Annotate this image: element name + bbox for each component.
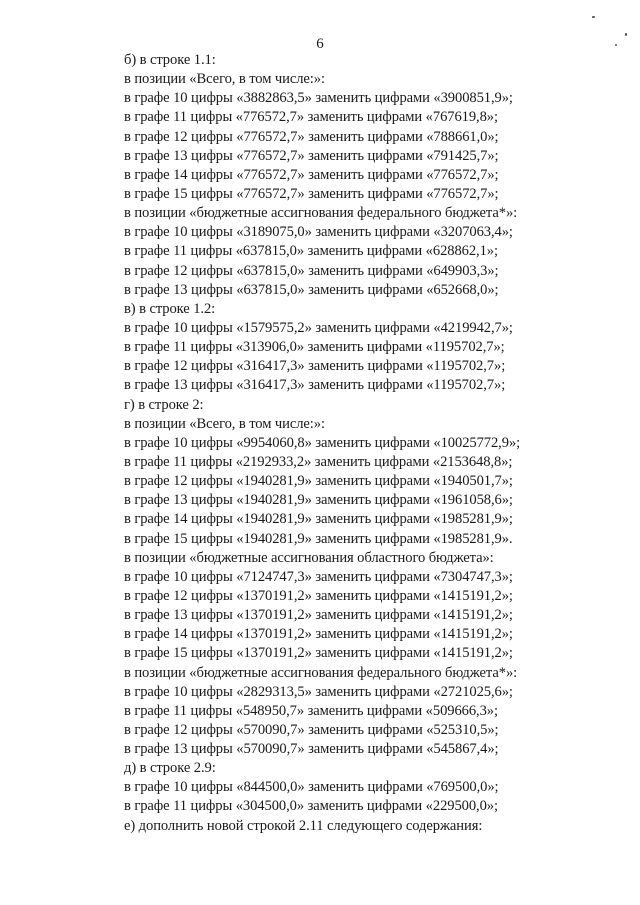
text-line: в графе 10 цифры «9954060,8» заменить цифрами «10025772,9»; xyxy=(124,434,521,451)
text-line: в позиции «Всего, в том числе:»: xyxy=(124,71,325,88)
text-line: в графе 13 цифры «776572,7» заменить цифрами «791425,7»; xyxy=(124,147,499,164)
page-number: 6 xyxy=(316,36,324,52)
text-line: в позиции «бюджетные ассигнования федерального бюджета*»: xyxy=(124,664,518,681)
text-line: в графе 12 цифры «776572,7» заменить цифрами «788661,0»; xyxy=(124,128,499,145)
text-line: в графе 13 цифры «637815,0» заменить цифрами «652668,0»; xyxy=(124,281,499,298)
text-line: в графе 15 цифры «1940281,9» заменить цифрами «1985281,9». xyxy=(124,530,513,547)
text-line: в графе 15 цифры «1370191,2» заменить цифрами «1415191,2»; xyxy=(124,645,513,662)
text-line: в графе 14 цифры «776572,7» заменить цифрами «776572,7»; xyxy=(124,166,499,183)
text-line: в позиции «Всего, в том числе:»: xyxy=(124,415,325,432)
text-line: в графе 12 цифры «316417,3» заменить цифрами «1195702,7»; xyxy=(124,358,506,375)
text-line: в графе 12 цифры «637815,0» заменить цифрами «649903,3»; xyxy=(124,262,499,279)
text-line: в графе 11 цифры «2192933,2» заменить цифрами «2153648,8»; xyxy=(124,453,513,470)
text-line: в графе 11 цифры «548950,7» заменить цифрами «509666,3»; xyxy=(124,702,498,719)
text-line: в графе 14 цифры «1370191,2» заменить цифрами «1415191,2»; xyxy=(124,626,513,643)
text-line: в графе 12 цифры «1940281,9» заменить цифрами «1940501,7»; xyxy=(124,473,513,490)
text-line: в графе 11 цифры «776572,7» заменить цифрами «767619,8»; xyxy=(124,109,498,126)
text-line: в) в строке 1.2: xyxy=(124,300,216,317)
text-line: в графе 14 цифры «1940281,9» заменить цифрами «1985281,9»; xyxy=(124,511,513,528)
text-line: в позиции «бюджетные ассигнования федерального бюджета*»: xyxy=(124,205,518,222)
text-line: е) дополнить новой строкой 2.11 следующего содержания: xyxy=(124,817,483,834)
text-line: в графе 10 цифры «3189075,0» заменить цифрами «3207063,4»; xyxy=(124,224,513,241)
text-line: в графе 11 цифры «304500,0» заменить цифрами «229500,0»; xyxy=(124,798,498,815)
text-line: в графе 13 цифры «1370191,2» заменить цифрами «1415191,2»; xyxy=(124,607,513,624)
text-line: в позиции «бюджетные ассигнования областного бюджета»: xyxy=(124,549,494,566)
text-line: в графе 10 цифры «844500,0» заменить цифрами «769500,0»; xyxy=(124,779,499,796)
text-line: в графе 10 цифры «7124747,3» заменить цифрами «7304747,3»; xyxy=(124,568,513,585)
text-line: в графе 12 цифры «1370191,2» заменить цифрами «1415191,2»; xyxy=(124,587,513,604)
text-line: в графе 10 цифры «1579575,2» заменить цифрами «4219942,7»; xyxy=(124,319,513,336)
text-line: в графе 10 цифры «3882863,5» заменить цифрами «3900851,9»; xyxy=(124,90,513,107)
text-line: в графе 10 цифры «2829313,5» заменить цифрами «2721025,6»; xyxy=(124,683,513,700)
scan-speck xyxy=(615,44,617,46)
scan-speck xyxy=(625,33,627,36)
text-line: в графе 13 цифры «316417,3» заменить цифрами «1195702,7»; xyxy=(124,377,506,394)
text-line: в графе 12 цифры «570090,7» заменить цифрами «525310,5»; xyxy=(124,721,499,738)
scan-speck xyxy=(592,16,595,18)
text-line: в графе 11 цифры «637815,0» заменить цифрами «628862,1»; xyxy=(124,243,498,260)
text-line: б) в строке 1.1: xyxy=(124,52,216,68)
text-line: г) в строке 2: xyxy=(124,396,204,413)
text-line: в графе 13 цифры «570090,7» заменить цифрами «545867,4»; xyxy=(124,741,499,758)
text-line: в графе 11 цифры «313906,0» заменить цифрами «1195702,7»; xyxy=(124,339,505,356)
text-line: в графе 13 цифры «1940281,9» заменить цифрами «1961058,6»; xyxy=(124,492,513,509)
text-line: в графе 15 цифры «776572,7» заменить цифрами «776572,7»; xyxy=(124,185,499,202)
text-line: д) в строке 2.9: xyxy=(124,760,216,777)
document-body xyxy=(124,51,624,836)
